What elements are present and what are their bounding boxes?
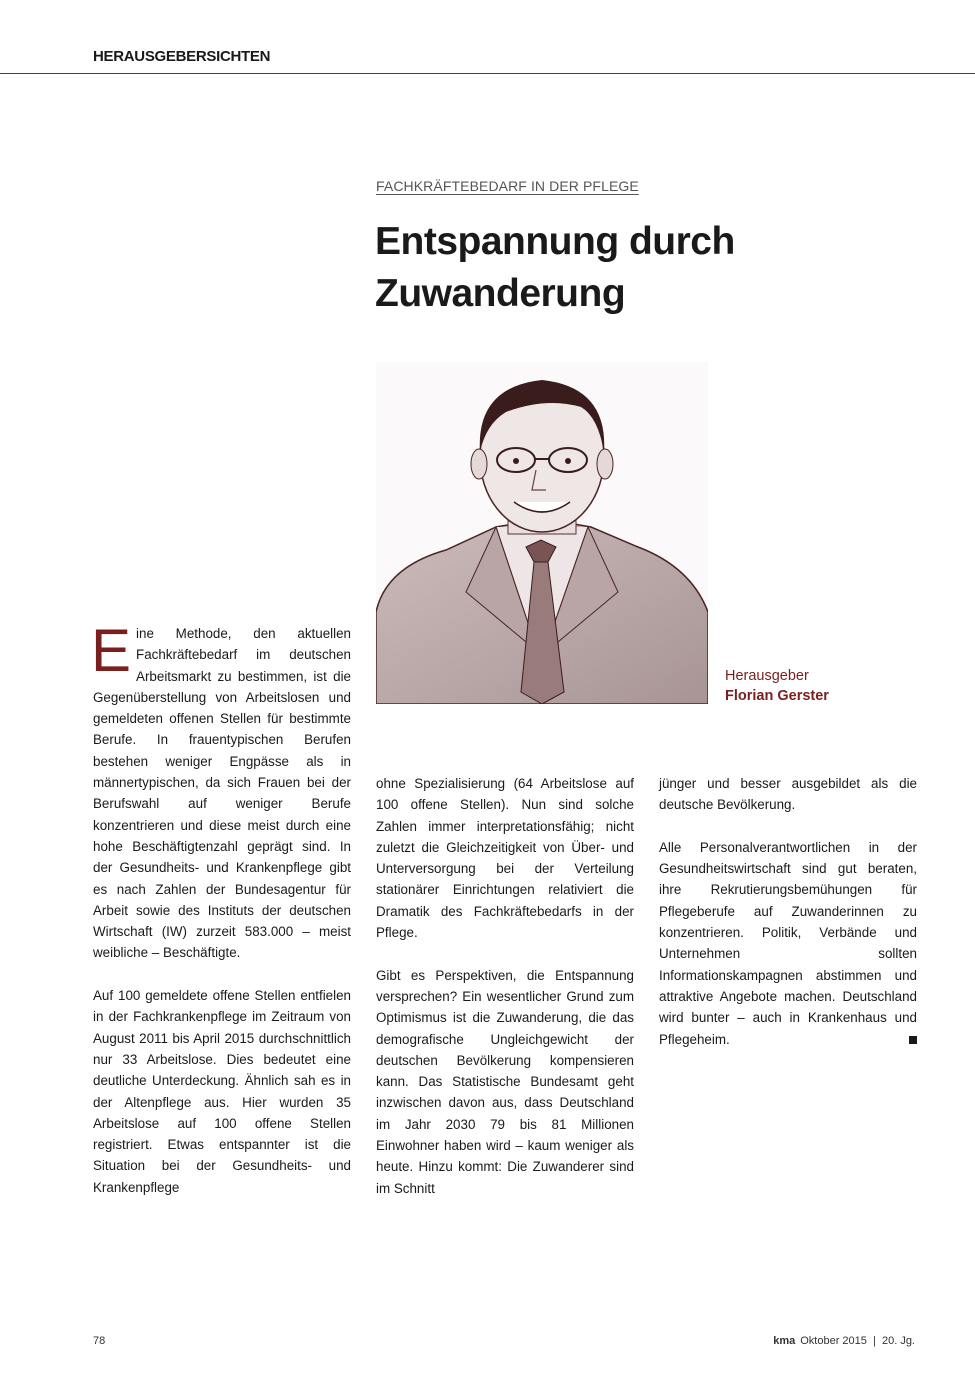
magazine-name: kma	[773, 1335, 796, 1347]
section-header: HERAUSGEBERSICHTEN	[93, 48, 271, 65]
paragraph-text: ine Methode, den aktuellen Fachkräftebedarf im deutschen Arbeitsmarkt zu bestimmen, ist die Gegenüberstellung von Arbeitslosen und gemeldeten offenen Stellen für bestimmte Berufe. In frauentypischen Berufen bestehen weniger Engpässe als in männertypischen, da sich Frauen bei der Berufswahl auf weniger Berufe konzentrieren und diese meist durch eine hohe Beschäftigtenzahl geprägt sind. In der Gesundheits- und Krankenpflege gibt es nach Zahlen der Bundesagentur für Arbeit sowie des Instituts der deutschen Wirtschaft (IW) zurzeit 583.000 – meist weibliche – Beschäftigte.	[93, 626, 351, 961]
paragraph: Auf 100 gemeldete offene Stellen entfielen in der Fachkrankenpflege im Zeitraum von August 2011 bis April 2015 durchschnittlich nur 33 Arbeitslose. Dies bedeutet eine deutliche Unterdeckung. Ähnlich sah es in der Altenpflege aus. Hier wurden 35 Arbeitslose auf 100 offene Stellen registriert. Etwas entspannter ist die Situation bei der Gesundheits- und Krankenpflege	[93, 988, 351, 1195]
text-column-1	[91, 617, 351, 1198]
paragraph	[91, 617, 351, 964]
paragraph: ohne Spezialisierung (64 Arbeitslose auf 100 offene Stellen). Nun sind solche Zahlen immer interpretationsfähig; nicht zuletzt die Gleichzeitigkeit von Über- und Unterversorgung bei der Verteilung stationärer Einrichtungen relativiert die Dramatik des Fachkräftebedarfs in der Pflege.	[376, 776, 634, 941]
text-column-2	[376, 773, 634, 1199]
text-column-3	[659, 773, 917, 1050]
page-number: 78	[93, 1335, 106, 1347]
end-of-article-square-icon	[909, 1036, 917, 1044]
paragraph	[659, 837, 917, 1050]
paragraph: jünger und besser ausgebildet als die deutsche Bevölkerung.	[659, 776, 917, 813]
article-kicker: FACHKRÄFTEBEDARF IN DER PFLEGE	[376, 178, 639, 194]
headline-line-1: Entspannung durch	[375, 220, 735, 263]
issue-date: Oktober 2015 | 20. Jg.	[800, 1335, 915, 1347]
paragraph: Gibt es Perspektiven, die Entspannung versprechen? Ein wesentlicher Grund zum Optimismus ist die Zuwanderung, die das demografische Ungleichgewicht der deutschen Bevölkerung kompensieren kann. Das Statistische Bundesamt geht inzwischen davon aus, dass Deutschland im Jahr 2030 79 bis 81 Millionen Einwohner haben wird – kaum weniger als heute. Hinzu kommt: Die Zuwanderer sind im Schnitt	[376, 967, 634, 1196]
headline-line-2: Zuwanderung	[375, 272, 626, 315]
footer-issue-info	[773, 1335, 915, 1347]
header-rule	[0, 73, 975, 74]
caption-role: Herausgeber	[725, 668, 809, 684]
author-portrait	[376, 362, 708, 704]
paragraph-text: Alle Personalverantwortlichen in der Gesundheitswirtschaft sind gut beraten, ihre Rekrutierungsbemühungen für Pflegeberufe auf Zuwanderinnen zu konzentrieren. Politik, Verbände und Unternehmen sollten Informationskampagnen abstimmen und attraktive Angebote machen. Deutschland wird bunter – auch in Krankenhaus und Pflegeheim.	[659, 839, 917, 1047]
drop-cap: E	[91, 617, 132, 684]
caption-author-name: Florian Gerster	[725, 688, 829, 704]
article-headline	[375, 216, 795, 320]
